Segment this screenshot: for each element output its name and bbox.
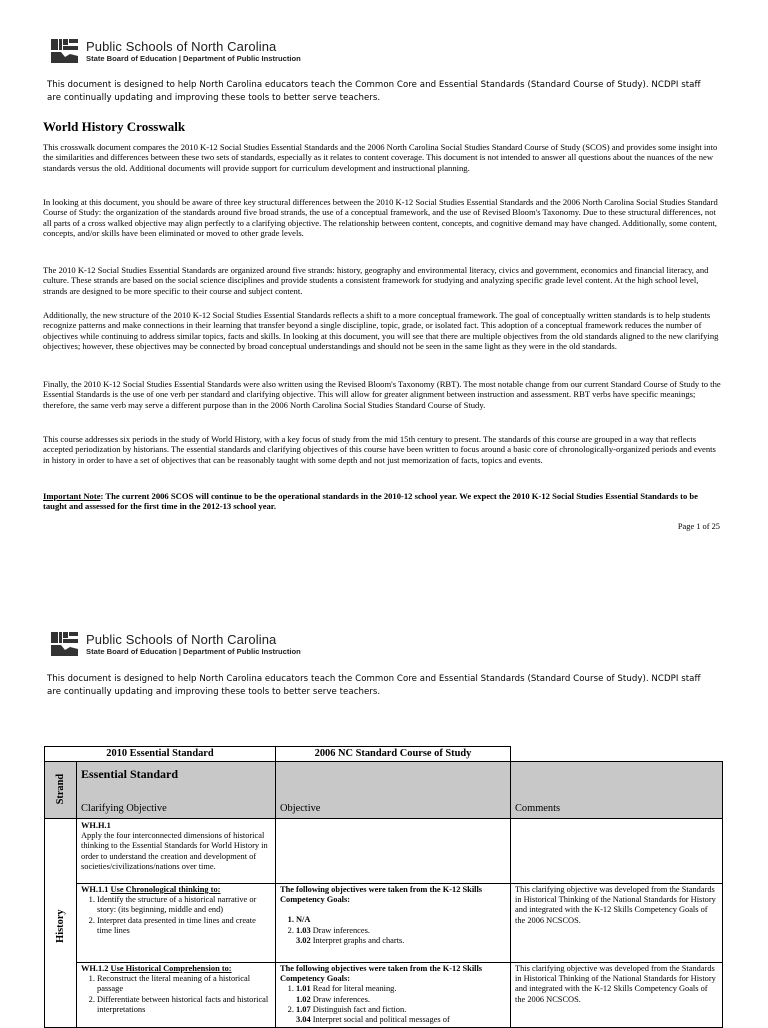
nc-dpi-logo-icon xyxy=(50,631,80,657)
history-label: History xyxy=(54,909,66,943)
intro-paragraph-2 xyxy=(43,197,723,239)
page-number: Page 1 of 25 xyxy=(677,522,720,531)
row-wh-1-1-clarifying: WH.1.1 Use Chronological thinking to: 1. Identify the structure of a historical narrative or story: (its beginning, middle and end) 2. Interpret data presented in time lines and create time lines xyxy=(76,883,276,963)
strand-history xyxy=(44,818,77,1028)
important-note xyxy=(43,491,723,512)
intro-p4: Additionally, the new structure of the 2010 K-12 Social Studies Essential Standards reflects a shift to a more conceptual framework. The goal of conceptually written standards is to help students recognize patterns and make connections in their learning that transfer beyond a single discipline, topic, grade, or isolated fact. This adoption of a conceptual framework reduces the number of objectives while continuing to address similar topics, facts and skills. In looking at this document, you will see that there are multiple objectives from the old standards aligned to the new clarifying objectives; however, these objectives may be connected by broad conceptual understandings and should not be seen in the same light as they were in the old standards. xyxy=(43,310,719,352)
intro-p6: This course addresses six periods in the study of World History, with a key focus of study from the mid 15th century to present. The standards of this course are grouped in a way that reflects accepted periodization by historians. The essential standards and clarifying objectives of this course have been written to focus around a basic core of chronologically-organized periods and events in history in order to have a set of objectives that can be reasonably taught with some depth and not just memorization of facts, topics and events. xyxy=(43,434,716,465)
row-wh-h-1-comment xyxy=(510,818,723,884)
header-2010: 2010 Essential Standard xyxy=(44,746,276,762)
nc-dpi-logo-icon xyxy=(50,38,80,64)
row-wh-1-1-comment: This clarifying objective was developed from the Standards in Historical Thinking of the National Standards for History and integrated with the K-12 Skills Competency Goals of the 2006 NCSCOS. xyxy=(510,883,723,963)
row-wh-1-2-objective: The following objectives were taken from the K-12 Skills Competency Goals: 1. 1.01 Read for literal meaning. 1.02 Draw inferences. 2. 1.07 Distinguish fact and fiction. 3.04 Interpret social and political messages of xyxy=(275,962,511,1028)
intro-p5: Finally, the 2010 K-12 Social Studies Essential Standards were also written using the Revised Bloom's Taxonomy (RBT). The most notable change from our current Standard Course of Study to the Essential Standards is the use of one verb per standard and clarifying objective. This will allow for greater alignment between instruction and assessment. RBT verbs have specific meanings; therefore, the same verb may serve a different purpose than in the 2006 North Carolina Social Studies Standard Course of Study. xyxy=(43,379,721,410)
notice: This document is designed to help North Carolina educators teach the Common Core and Essential Standards (Standard Course of Study). NCDPI staff are continually updating and improving these tools to better serve teachers. xyxy=(47,80,701,103)
org-name: Public Schools of North Carolina xyxy=(86,38,277,54)
notice-2: This document is designed to help North Carolina educators teach the Common Core and Essential Standards (Standard Course of Study). NCDPI staff are continually updating and improving these tools to better serve teachers. xyxy=(47,674,701,697)
row-wh-h-1-standard: WH.H.1 Apply the four interconnected dimensions of historical thinking to the Essential Standards for World History in order to understand the creation and development of societies/civilizations/nations over time. xyxy=(76,818,276,884)
intro-paragraph-5 xyxy=(43,379,723,410)
intro-paragraph-3 xyxy=(43,265,723,296)
row-wh-1-2-comment: This clarifying objective was developed from the Standards in Historical Thinking of the National Standards for History and integrated with the K-12 Skills Competency Goals of the 2006 NCSCOS. xyxy=(510,962,723,1028)
important-note-text: : The current 2006 SCOS will continue to be the operational standards in the 2010-12 school year. We expect the 2010 K-12 Social Studies Essential Standards to be taught and assessed for the first time in the 2012-13 school year. xyxy=(43,491,698,512)
objective-header: Objective xyxy=(275,761,511,819)
intro-paragraph-4 xyxy=(43,310,723,352)
strand-header xyxy=(44,761,77,819)
header-logo xyxy=(50,38,301,64)
intro-p2: In looking at this document, you should be aware of three key structural differences between the 2010 K-12 Social Studies Essential Standards and the 2006 North Carolina Social Studies Standard Course of Study: the organization of the standards around five broad strands, the use of a conceptual framework, and the use of Revised Bloom's Taxonomy. Due to these structural differences, not all parts of a cross walked objective may align perfectly to a clarifying objective. The relationship between content, concepts, and cognitive demand may have changed. Additionally, some content, concepts, and/or skills have been eliminated or moved to other grade levels. xyxy=(43,197,718,239)
strand-label: Strand xyxy=(54,773,66,805)
important-note-label: Important Note xyxy=(43,491,101,501)
header-2006: 2006 NC Standard Course of Study xyxy=(275,746,511,762)
row-wh-1-1-objective: The following objectives were taken from the K-12 Skills Competency Goals: 1. N/A 2. 1.03 Draw inferences. 3.02 Interpret graphs and charts. xyxy=(275,883,511,963)
org-subtitle: State Board of Education | Department of Public Instruction xyxy=(86,53,301,63)
intro-p1: This crosswalk document compares the 2010 K-12 Social Studies Essential Standards and the 2006 North Carolina Social Studies Standard Course of Study (SCOS) and provides some insight into the similarities and differences between these two sets of standards, especially as it relates to content coverage. This document is not intended to answer all questions about the nuances of the new standards versus the old. Additional documents will provide support for curriculum development and instructional planning. xyxy=(43,142,718,173)
page-title: World History Crosswalk xyxy=(43,119,186,134)
row-wh-h-1-objective xyxy=(275,818,511,884)
essential-standard-header: Essential Standard Clarifying Objective xyxy=(76,761,276,819)
comments-header: Comments xyxy=(510,761,723,819)
crosswalk-table xyxy=(44,746,723,1024)
intro-p3: The 2010 K-12 Social Studies Essential Standards are organized around five strands: history, geography and environmental literacy, civics and government, economics and financial literacy, and culture. These strands are based on the social science disciplines and provide students a consistent framework for studying and analyzing specific grade level content. At the high school level, strands are designed to be more specific to their course and subject content. xyxy=(43,265,709,296)
org-subtitle: State Board of Education | Department of Public Instruction xyxy=(86,646,301,656)
org-name: Public Schools of North Carolina xyxy=(86,631,277,647)
header-logo-2 xyxy=(50,631,301,657)
intro-paragraph-6 xyxy=(43,434,723,465)
intro-paragraph-1 xyxy=(43,142,723,173)
row-wh-1-2-clarifying: WH.1.2 Use Historical Comprehension to: 1. Reconstruct the literal meaning of a historical passage 2. Differentiate between historical facts and historical interpretations xyxy=(76,962,276,1028)
